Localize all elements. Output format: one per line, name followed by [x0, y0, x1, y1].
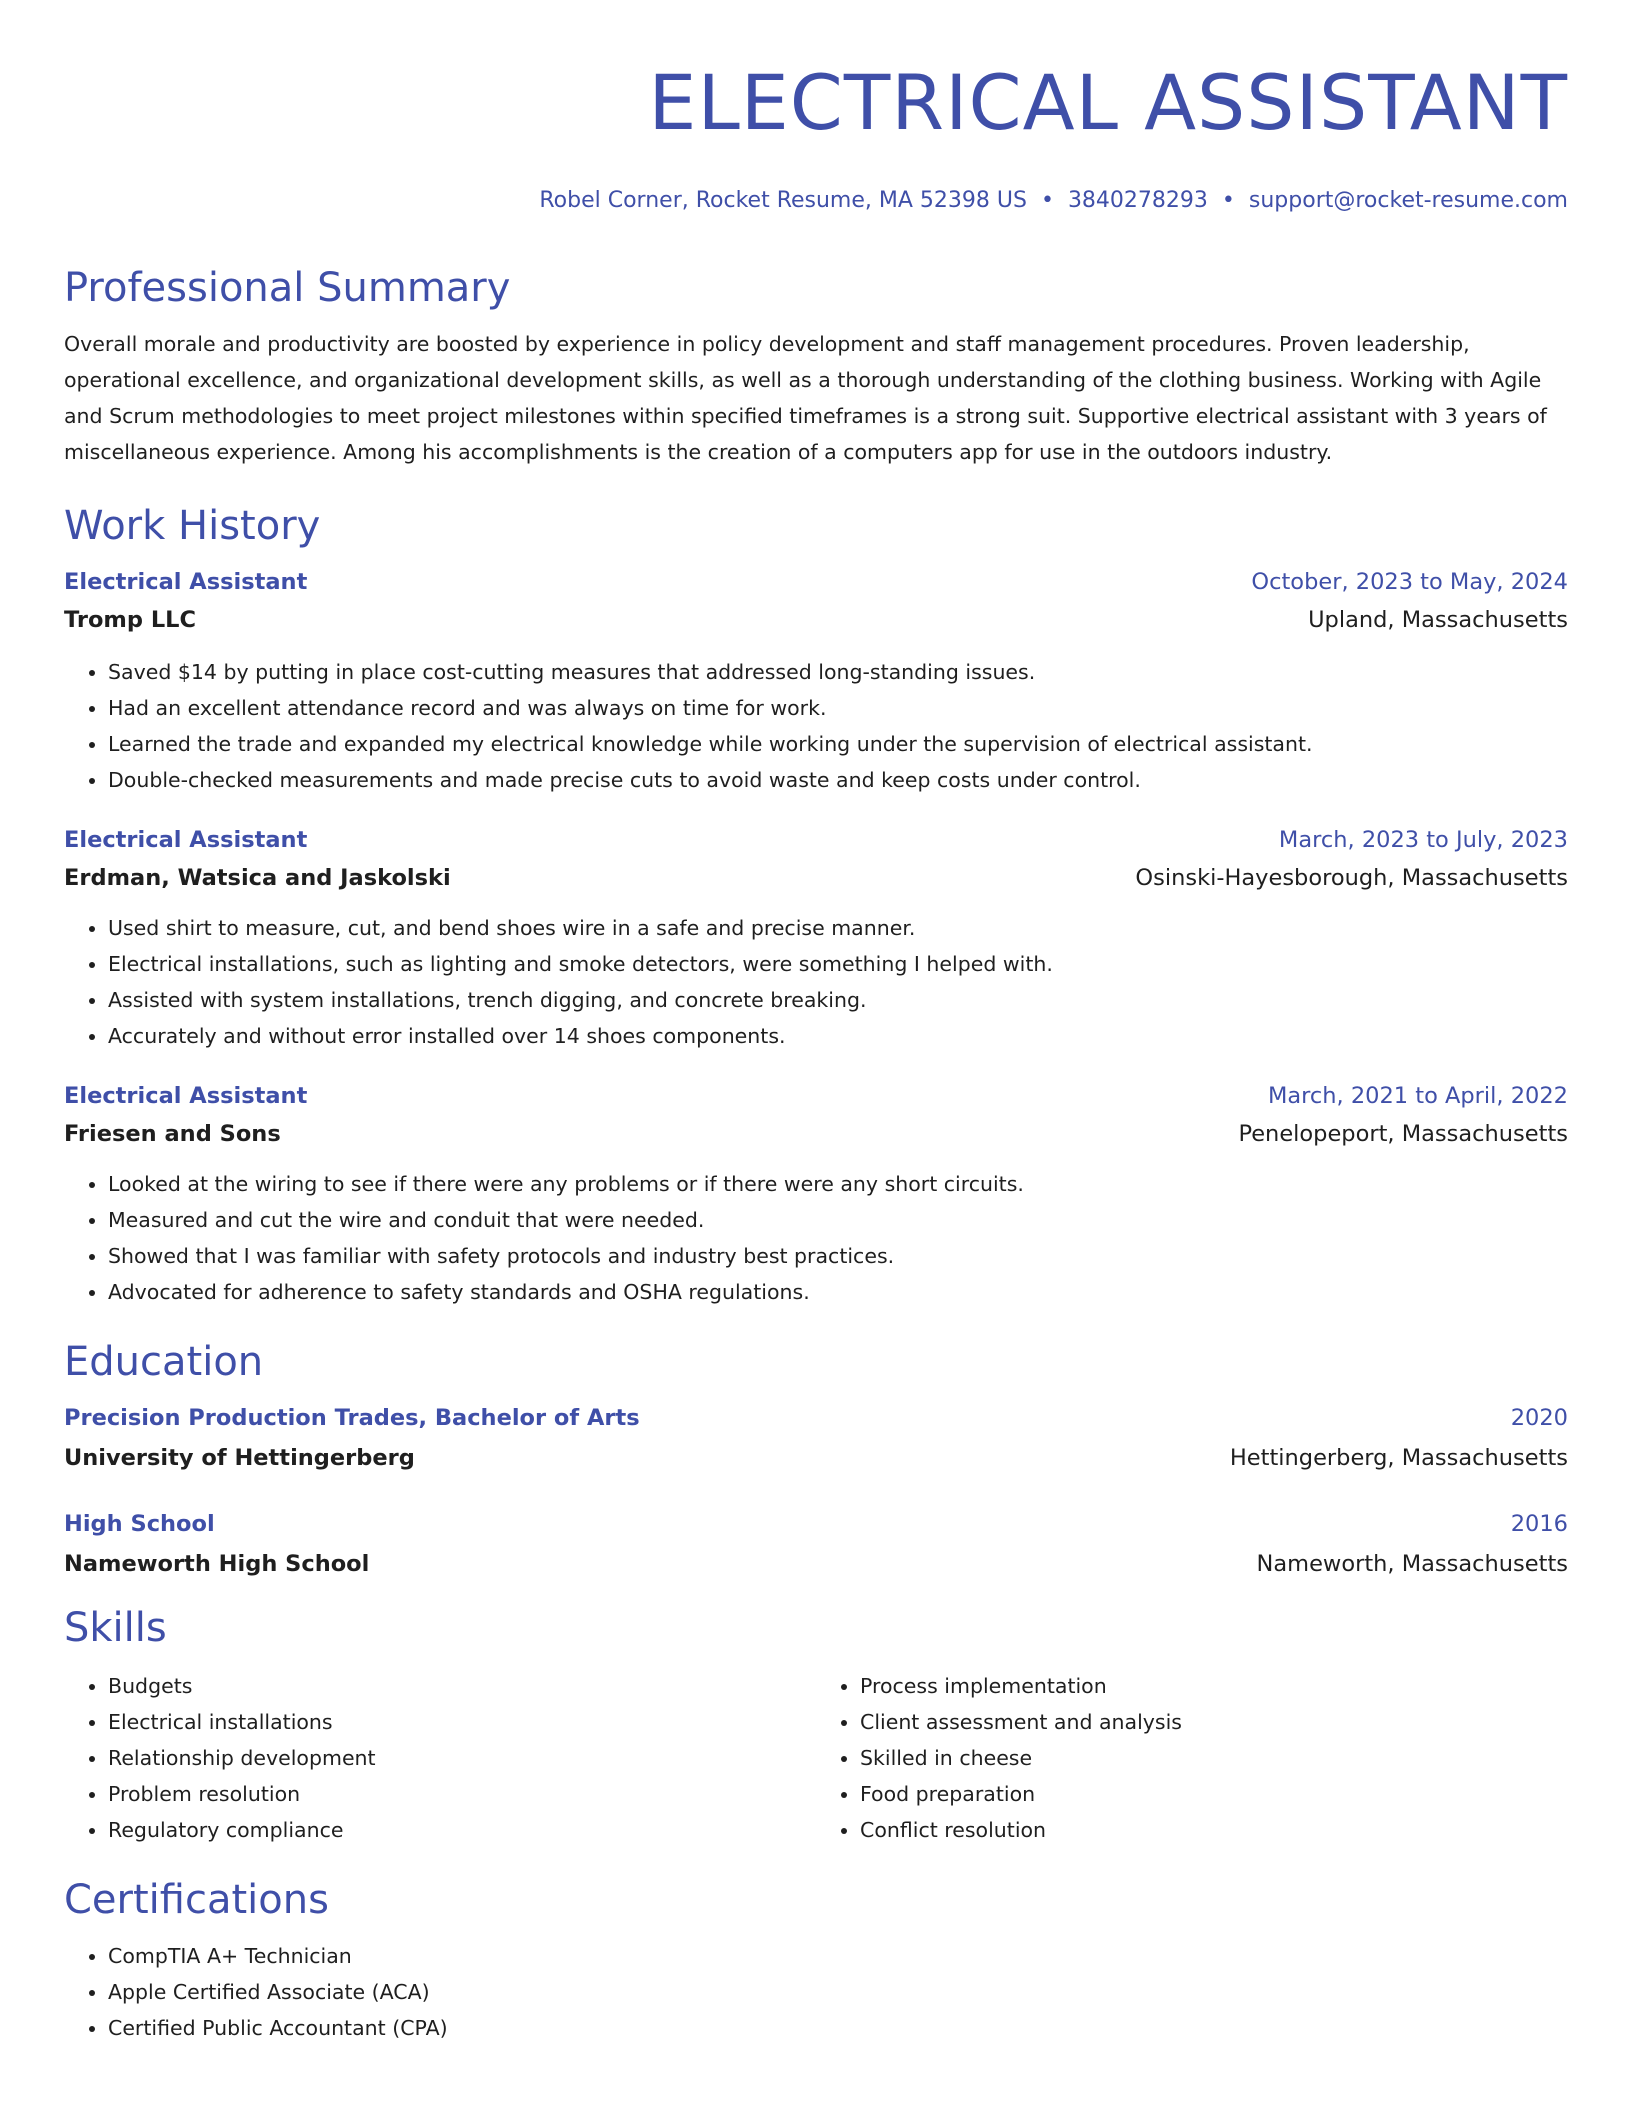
job-location: Upland, Massachusetts [1308, 607, 1568, 633]
skills-list [64, 1668, 1568, 1848]
skill-item: • Relationship development [108, 1740, 816, 1776]
skill-item: • Problem resolution [108, 1776, 816, 1812]
education-heading: Education [64, 1339, 264, 1385]
skill-item: • Skilled in cheese [860, 1740, 1568, 1776]
summary-heading: Professional Summary [64, 265, 511, 311]
skill-item: • Conflict resolution [860, 1812, 1568, 1848]
job-dates: March, 2021 to April, 2022 [1267, 1083, 1568, 1109]
job-bullet: • Measured and cut the wire and conduit that were needed. [108, 1202, 1568, 1238]
contact-separator: • [1040, 188, 1054, 213]
certification-item: • Certified Public Accountant (CPA) [108, 2010, 1568, 2046]
job-location: Osinski-Hayesborough, Massachusetts [1135, 865, 1568, 891]
school-location: Hettingerberg, Massachusetts [1229, 1445, 1568, 1471]
job-entry [64, 1078, 1568, 1310]
job-entry [64, 822, 1568, 1054]
job-bullet: • Accurately and without error installed over 14 shoes components. [108, 1018, 1568, 1054]
skill-item: • Electrical installations [108, 1704, 816, 1740]
graduation-year: 2016 [1510, 1511, 1568, 1537]
job-bullets [64, 654, 1568, 798]
job-dates: October, 2023 to May, 2024 [1251, 569, 1568, 595]
job-location: Penelopeport, Massachusetts [1238, 1121, 1568, 1147]
job-bullet: • Assisted with system installations, trench digging, and concrete breaking. [108, 982, 1568, 1018]
certifications-heading: Certifications [64, 1877, 329, 1923]
contact-email: support@rocket-resume.com [1248, 188, 1568, 213]
job-entry [64, 564, 1568, 798]
job-bullet: • Had an excellent attendance record and was always on time for work. [108, 690, 1568, 726]
work-history-heading: Work History [64, 503, 321, 549]
school-name: University of Hettingerberg [64, 1445, 415, 1471]
contact-address: Robel Corner, Rocket Resume, MA 52398 US [539, 188, 1027, 213]
job-bullet: • Double-checked measurements and made precise cuts to avoid waste and keep costs under control. [108, 762, 1568, 798]
degree-title: High School [64, 1511, 215, 1537]
contact-phone: 3840278293 [1067, 188, 1208, 213]
graduation-year: 2020 [1510, 1405, 1568, 1431]
job-bullets [64, 1166, 1568, 1310]
skill-item: • Process implementation [860, 1668, 1568, 1704]
job-bullet: • Looked at the wiring to see if there were any problems or if there were any short circuits. [108, 1166, 1568, 1202]
resume-page [64, 0, 1568, 2046]
education-entry [64, 1400, 1568, 1476]
job-bullet: • Used shirt to measure, cut, and bend shoes wire in a safe and precise manner. [108, 910, 1568, 946]
job-bullets [64, 910, 1568, 1054]
school-name: Nameworth High School [64, 1551, 370, 1577]
job-title: Electrical Assistant [64, 569, 308, 595]
job-bullet: • Saved $14 by putting in place cost-cutting measures that addressed long-standing issues. [108, 654, 1568, 690]
skill-item: • Regulatory compliance [108, 1812, 816, 1848]
skills-heading: Skills [64, 1605, 167, 1651]
job-company: Friesen and Sons [64, 1121, 281, 1147]
job-dates: March, 2023 to July, 2023 [1278, 827, 1568, 853]
skill-item: • Client assessment and analysis [860, 1704, 1568, 1740]
contact-separator: • [1221, 188, 1235, 213]
summary-text: Overall morale and productivity are boosted by experience in policy development and staff management procedures. Proven leadership, operational excellence, and organizational development skills, as well as a thorough understanding of the clothing business. Working with Agile and Scrum methodologies to meet project milestones within specified timeframes is a strong suit. Supportive electrical assistant with 3 years of miscellaneous experience. Among his accomplishments is the creation of a computers app for use in the outdoors industry. [64, 332, 1547, 464]
job-bullet: • Showed that I was familiar with safety protocols and industry best practices. [108, 1238, 1568, 1274]
certifications-list [64, 1938, 1568, 2046]
job-company: Erdman, Watsica and Jaskolski [64, 865, 451, 891]
certification-item: • CompTIA A+ Technician [108, 1938, 1568, 1974]
contact-line [64, 186, 1568, 216]
education-entry [64, 1506, 1568, 1582]
certification-item: • Apple Certified Associate (ACA) [108, 1974, 1568, 2010]
skill-item: • Budgets [108, 1668, 816, 1704]
job-company: Tromp LLC [64, 607, 197, 633]
job-bullet: • Learned the trade and expanded my electrical knowledge while working under the supervision of electrical assistant. [108, 726, 1568, 762]
job-title: Electrical Assistant [64, 1083, 308, 1109]
resume-title: ELECTRICAL ASSISTANT [648, 58, 1568, 147]
skills-column-left [64, 1668, 816, 1848]
skills-column-right [816, 1668, 1568, 1848]
job-title: Electrical Assistant [64, 827, 308, 853]
degree-title: Precision Production Trades, Bachelor of Arts [64, 1405, 640, 1431]
job-bullet: • Electrical installations, such as lighting and smoke detectors, were something I helped with. [108, 946, 1568, 982]
job-bullet: • Advocated for adherence to safety standards and OSHA regulations. [108, 1274, 1568, 1310]
school-location: Nameworth, Massachusetts [1256, 1551, 1568, 1577]
skill-item: • Food preparation [860, 1776, 1568, 1812]
